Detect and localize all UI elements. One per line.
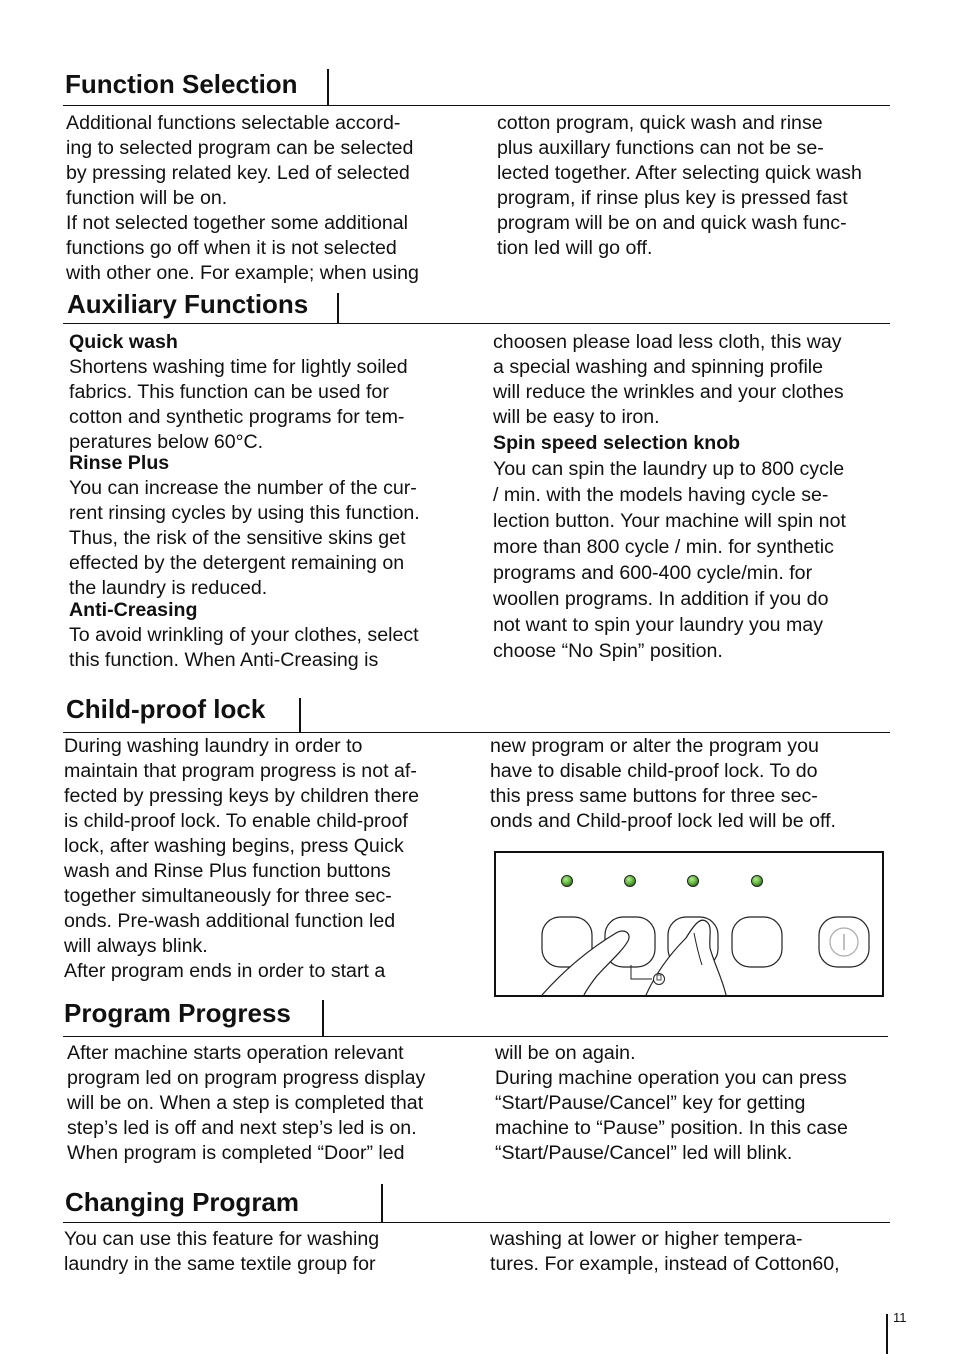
text-line: onds and Child-proof lock led will be off.: [490, 810, 836, 832]
text-line: maintain that program progress is not af-: [64, 760, 417, 782]
program-progress-left-column: [67, 1041, 425, 1166]
text-line: lection button. Your machine will spin not: [493, 510, 846, 532]
text-line: will reduce the wrinkles and your clothes: [493, 381, 844, 403]
text-line: laundry in the same textile group for: [64, 1253, 376, 1275]
text-line: To avoid wrinkling of your clothes, select: [69, 624, 419, 646]
text-line: After program ends in order to start a: [64, 960, 386, 982]
text-line: fabrics. This function can be used for: [69, 381, 389, 403]
text-line: cotton and synthetic programs for tem-: [69, 406, 405, 428]
function-button: [732, 917, 782, 967]
section-rule: [63, 323, 890, 324]
text-line: “Start/Pause/Cancel” led will blink.: [495, 1142, 793, 1164]
section-rule: [63, 732, 890, 733]
control-panel-drawing: [496, 853, 882, 995]
text-line: have to disable child-proof lock. To do: [490, 760, 818, 782]
heading-divider: [381, 1184, 383, 1222]
text-line: “Start/Pause/Cancel” key for getting: [495, 1092, 806, 1114]
text-line: program led on program progress display: [67, 1067, 426, 1089]
text-line: new program or alter the program you: [490, 735, 819, 757]
finger-left-hand: [542, 931, 629, 995]
text-line: choose “No Spin” position.: [493, 640, 723, 662]
text-line: lock, after washing begins, press Quick: [64, 835, 404, 857]
text-line: You can use this feature for washing: [64, 1228, 380, 1250]
text-line: machine to “Pause” position. In this case: [495, 1117, 848, 1139]
text-line: wash and Rinse Plus function buttons: [64, 860, 391, 882]
section-rule: [63, 1222, 890, 1223]
text-line: a special washing and spinning profile: [493, 356, 824, 378]
led-indicator: [752, 876, 763, 887]
auxiliary-right-column: [493, 330, 846, 664]
led-indicator: [562, 876, 573, 887]
child-lock-left-column: [64, 734, 419, 984]
child-lock-panel-illustration: [494, 851, 884, 997]
text-line: During machine operation you can press: [495, 1067, 847, 1089]
section-rule: [63, 1036, 888, 1037]
child-lock-right-column: [490, 734, 836, 834]
text-line: When program is completed “Door” led: [67, 1142, 405, 1164]
spin-speed-text: [493, 456, 846, 664]
text-line: rent rinsing cycles by using this function.: [69, 502, 420, 524]
subheading-rinse-plus: Rinse Plus: [69, 452, 170, 474]
text-line: will be on again.: [495, 1042, 636, 1064]
text-line: effected by the detergent remaining on: [69, 552, 405, 574]
heading-auxiliary-functions: Auxiliary Functions: [67, 289, 309, 319]
text-line: the laundry is reduced.: [69, 577, 268, 599]
text-line: will be on. When a step is completed that: [67, 1092, 424, 1114]
text-line: program, if rinse plus key is pressed fast: [497, 187, 848, 209]
text-line: will always blink.: [64, 935, 208, 957]
text-line: Thus, the risk of the sensitive skins get: [69, 527, 406, 549]
function-selection-left-column: [66, 111, 419, 286]
text-line: You can spin the laundry up to 800 cycle: [493, 458, 845, 480]
heading-divider: [337, 293, 339, 323]
text-line: During washing laundry in order to: [64, 735, 363, 757]
anti-creasing-text: [69, 623, 420, 673]
heading-divider: [327, 69, 329, 105]
page-number: 11: [893, 1310, 907, 1325]
subheading-spin-speed: Spin speed selection knob: [493, 432, 741, 454]
text-line: Shortens washing time for lightly soiled: [69, 356, 408, 378]
text-line: step’s led is off and next step’s led is on.: [67, 1117, 417, 1139]
text-line: together simultaneously for three sec-: [64, 885, 392, 907]
text-line: more than 800 cycle / min. for synthetic: [493, 536, 834, 558]
text-line: not want to spin your laundry you may: [493, 614, 824, 636]
text-line: washing at lower or higher tempera-: [490, 1228, 803, 1250]
text-line: with other one. For example; when using: [66, 262, 419, 284]
heading-program-progress: Program Progress: [64, 998, 291, 1028]
led-indicator: [625, 876, 636, 887]
text-line: fected by pressing keys by children there: [64, 785, 420, 807]
heading-child-proof-lock: Child-proof lock: [66, 694, 266, 724]
subheading-quick-wash: Quick wash: [69, 331, 178, 353]
page-number-divider: [886, 1314, 888, 1354]
text-line: You can increase the number of the cur-: [69, 477, 417, 499]
changing-program-right-column: [490, 1227, 840, 1277]
changing-program-left-column: [64, 1227, 379, 1277]
text-line: cotton program, quick wash and rinse: [497, 112, 823, 134]
auxiliary-left-column: [69, 330, 420, 673]
text-line: is child-proof lock. To enable child-proof: [64, 810, 408, 832]
text-line: tion led will go off.: [497, 237, 653, 259]
text-line: this function. When Anti-Creasing is: [69, 649, 379, 671]
heading-divider: [322, 1000, 324, 1036]
function-selection-right-column: [497, 111, 862, 261]
text-line: will be easy to iron.: [493, 406, 660, 428]
anti-creasing-text-continued: [493, 330, 846, 430]
subheading-anti-creasing: Anti-Creasing: [69, 599, 198, 621]
text-line: ing to selected program can be selected: [66, 137, 414, 159]
program-progress-right-column: [495, 1041, 848, 1166]
text-line: Additional functions selectable accord-: [66, 112, 401, 134]
text-line: woollen programs. In addition if you do: [493, 588, 829, 610]
heading-function-selection: Function Selection: [65, 69, 298, 99]
text-line: functions go off when it is not selected: [66, 237, 397, 259]
section-rule: [63, 105, 890, 106]
text-line: peratures below 60°C.: [69, 431, 264, 453]
text-line: by pressing related key. Led of selected: [66, 162, 410, 184]
text-line: plus auxillary functions can not be se-: [497, 137, 824, 159]
text-line: tures. For example, instead of Cotton60,: [490, 1253, 840, 1275]
text-line: this press same buttons for three sec-: [490, 785, 818, 807]
quick-wash-text: [69, 355, 420, 455]
heading-divider: [299, 698, 301, 732]
led-indicator: [688, 876, 699, 887]
rinse-plus-text: [69, 476, 420, 601]
text-line: function will be on.: [66, 187, 228, 209]
text-line: choosen please load less cloth, this way: [493, 331, 842, 353]
text-line: / min. with the models having cycle se-: [493, 484, 829, 506]
text-line: onds. Pre-wash additional function led: [64, 910, 396, 932]
text-line: program will be on and quick wash func-: [497, 212, 847, 234]
text-line: programs and 600-400 cycle/min. for: [493, 562, 813, 584]
text-line: If not selected together some additional: [66, 212, 409, 234]
text-line: lected together. After selecting quick wash: [497, 162, 862, 184]
text-line: After machine starts operation relevant: [67, 1042, 404, 1064]
heading-changing-program: Changing Program: [65, 1187, 300, 1217]
